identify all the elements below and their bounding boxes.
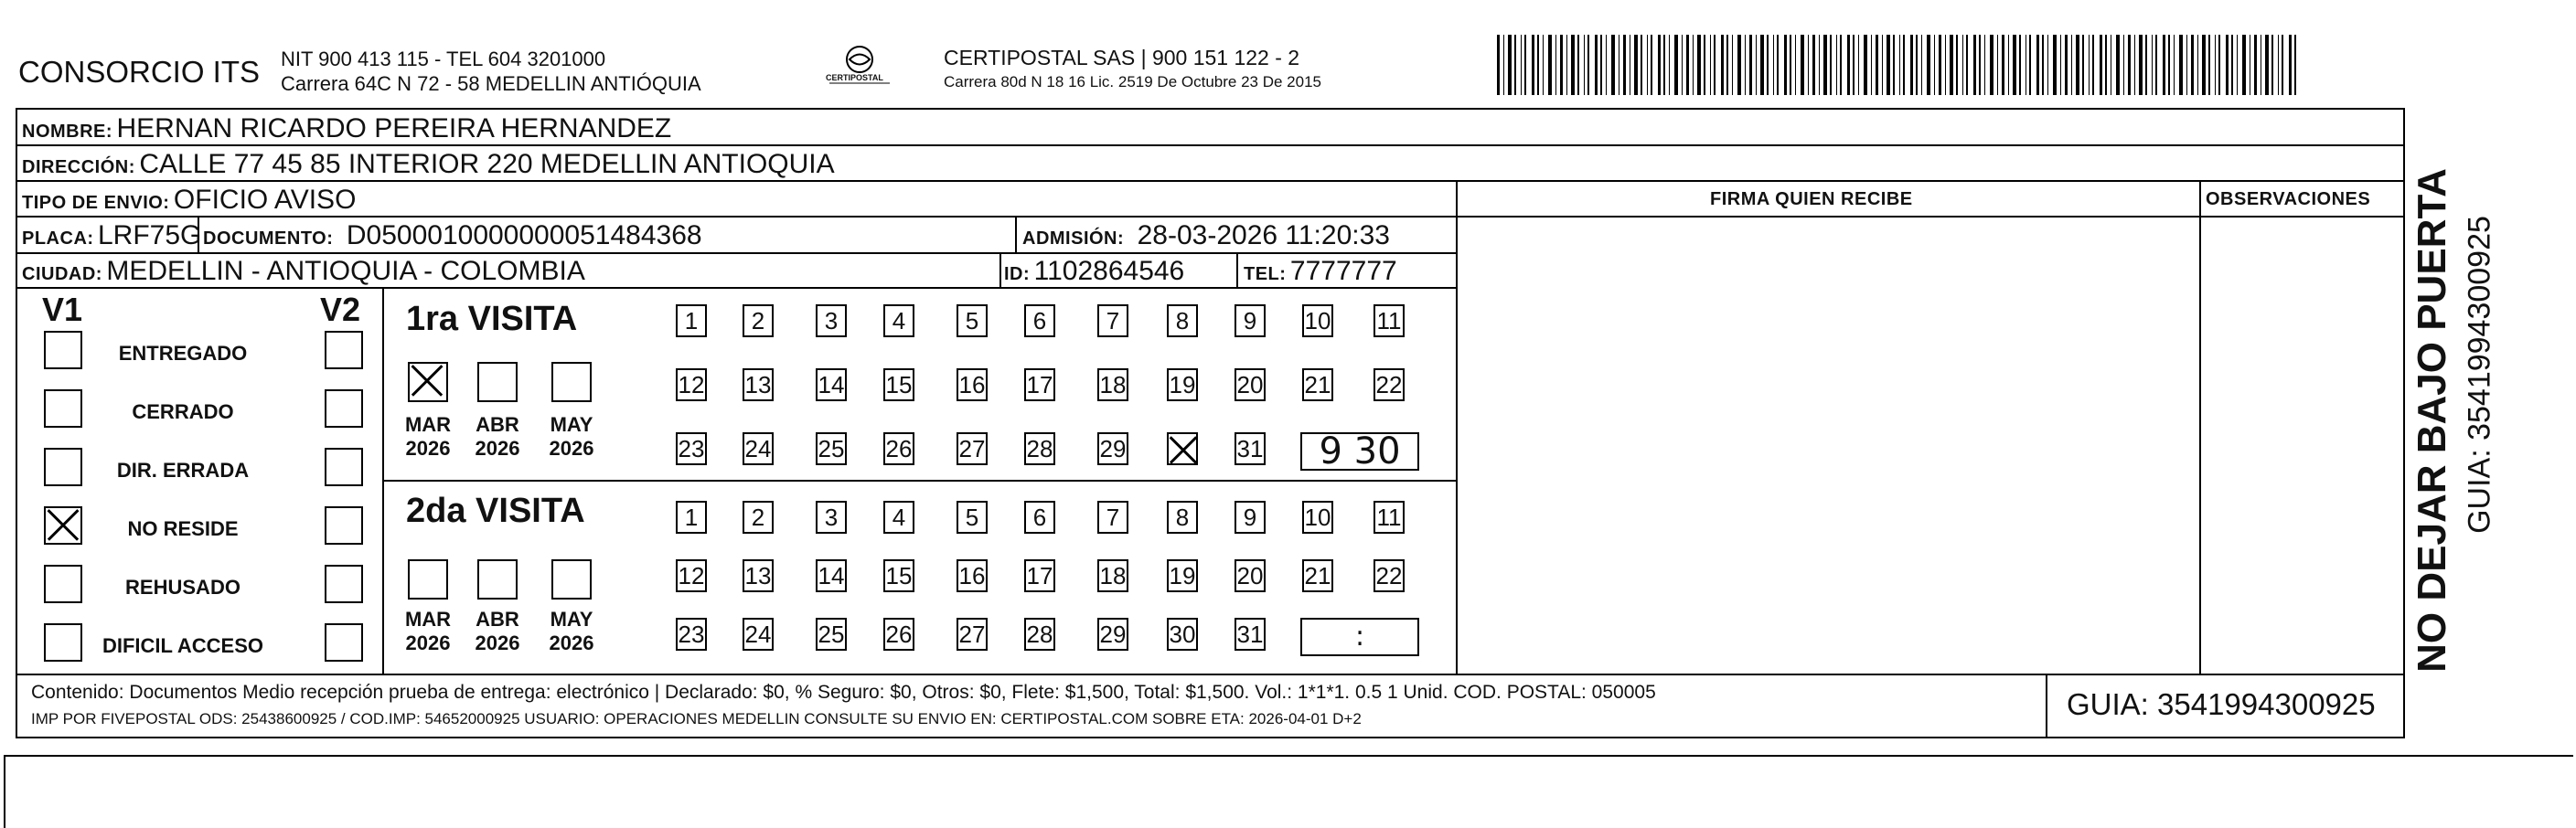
barcode-bar xyxy=(1962,35,1963,95)
visit1-day-box[interactable]: 7 xyxy=(1097,304,1128,337)
barcode-bar xyxy=(1669,35,1670,95)
status-label: REHUSADO xyxy=(125,576,240,599)
barcode-bar xyxy=(1623,35,1626,95)
visit2-day-box[interactable]: 23 xyxy=(676,618,707,651)
barcode-bar xyxy=(2289,35,2292,95)
barcode-bar xyxy=(1732,35,1733,95)
status-label: CERRADO xyxy=(132,400,234,423)
barcode-bar xyxy=(1560,35,1563,95)
barcode-bar xyxy=(2155,35,2157,95)
visit2-day-box[interactable]: 27 xyxy=(957,618,988,651)
documento-label: DOCUMENTO: xyxy=(203,228,334,249)
v2-checkbox[interactable] xyxy=(325,506,363,545)
barcode-bar xyxy=(2123,35,2124,95)
ciudad-label: CIUDAD: xyxy=(22,264,102,284)
barcode-bar xyxy=(1956,35,1958,95)
barcode-bar xyxy=(2060,35,2061,95)
barcode-bar xyxy=(2053,35,2057,95)
status-label: DIFICIL ACCESO xyxy=(102,634,263,657)
id-value: 1102864546 xyxy=(1033,256,1185,286)
visit2-month-checkbox[interactable] xyxy=(551,559,592,600)
tipo-label: TIPO DE ENVIO: xyxy=(22,193,170,213)
barcode-bar xyxy=(1876,35,1878,95)
main-frame xyxy=(16,108,2405,738)
tipo-value: OFICIO AVISO xyxy=(173,185,357,215)
barcode-bar xyxy=(1577,35,1579,95)
barcode-bar xyxy=(2174,35,2175,95)
v2-checkbox[interactable] xyxy=(325,331,363,369)
barcode-bar xyxy=(1819,35,1820,95)
barcode-bar xyxy=(1990,35,1993,95)
barcode-bar xyxy=(2202,35,2206,95)
barcode-bar xyxy=(2163,35,2165,95)
barcode-bar xyxy=(1611,35,1615,95)
visit2-day-box[interactable]: 9 xyxy=(1235,501,1266,534)
footer-contenido: Contenido: Documentos Medio recepción prueba de entrega: electrónico | Declarado: $0, % Seguro: $0, Otros: $0, Flete: $1,500, Total: $1,500. Vol.: 1*1*1. 0.5 1 Unid. COD. POSTAL: 050005 xyxy=(31,682,1656,703)
certipostal-logo xyxy=(818,44,901,99)
visit2-day-box[interactable]: 29 xyxy=(1097,618,1128,651)
barcode-bar xyxy=(1973,35,1976,95)
barcode-bar xyxy=(1756,35,1757,95)
barcode-bar xyxy=(1566,35,1567,95)
nombre-row xyxy=(22,113,671,144)
visit2-title: 2da VISITA xyxy=(406,492,585,530)
tel-value: 7777777 xyxy=(1289,256,1397,286)
visit2-day-box[interactable]: 18 xyxy=(1097,559,1128,592)
barcode-bar xyxy=(1704,35,1705,95)
visit1-day-box[interactable]: 20 xyxy=(1235,368,1266,401)
placa-value: LRF75G xyxy=(98,220,202,250)
barcode-bar xyxy=(2294,35,2296,95)
no-dejar-text: NO DEJAR BAJO PUERTA xyxy=(2410,168,2454,673)
visit1-month-label: MAY 2026 xyxy=(549,413,594,460)
barcode-bar xyxy=(2092,35,2094,95)
barcode-bar xyxy=(1524,35,1526,95)
visit1-day-box[interactable]: 15 xyxy=(883,368,914,401)
barcode-bar xyxy=(2071,35,2072,95)
visit2-month-label: ABR 2026 xyxy=(475,608,520,654)
nombre-label: NOMBRE: xyxy=(22,122,113,142)
barcode-bar xyxy=(1537,35,1539,95)
status-label: DIR. ERRADA xyxy=(116,459,250,482)
barcode-bar xyxy=(1864,35,1867,95)
barcode-bar xyxy=(1595,35,1598,95)
barcode-bar xyxy=(1606,35,1607,95)
visit1-day-box[interactable]: 17 xyxy=(1024,368,1055,401)
barcode-bar xyxy=(2082,35,2084,95)
v1-checkbox[interactable] xyxy=(44,623,82,662)
barcode-bar xyxy=(1858,35,1859,95)
license-line: Carrera 80d N 18 16 Lic. 2519 De Octubre 23 De 2015 xyxy=(944,73,1321,90)
visit2-day-box[interactable]: 20 xyxy=(1235,559,1266,592)
nombre-value: HERNAN RICARDO PEREIRA HERNANDEZ xyxy=(116,113,672,143)
barcode-bar xyxy=(1830,35,1832,95)
barcode-bar xyxy=(1916,35,1918,95)
barcode-bar xyxy=(2231,35,2233,95)
barcode-bar xyxy=(1634,35,1638,95)
visit1-day-box[interactable]: 16 xyxy=(957,368,988,401)
barcode-bar xyxy=(2271,35,2273,95)
visit1-month-checkbox[interactable] xyxy=(408,362,448,402)
barcode-bar xyxy=(1790,35,1791,95)
barcode-bar xyxy=(1927,35,1930,95)
visit1-day-box[interactable] xyxy=(1167,432,1198,465)
barcode-bar xyxy=(2042,35,2044,95)
barcode-bar xyxy=(1497,35,1500,95)
tipo-row xyxy=(22,185,356,216)
barcode-bar xyxy=(1836,35,1837,95)
barcode-bar xyxy=(1697,35,1701,95)
visit1-day-box[interactable]: 14 xyxy=(816,368,847,401)
visit1-day-box[interactable]: 24 xyxy=(743,432,774,465)
barcode-bar xyxy=(1555,35,1556,95)
admision-value: 28-03-2026 11:20:33 xyxy=(1137,220,1390,250)
visit1-month-checkbox[interactable] xyxy=(477,362,518,402)
barcode-bar xyxy=(1571,35,1575,95)
visit2-day-box[interactable]: 31 xyxy=(1235,618,1266,651)
visit1-day-box[interactable]: 27 xyxy=(957,432,988,465)
barcode-bar xyxy=(1584,35,1585,95)
barcode-bar xyxy=(2047,35,2048,95)
barcode-bar xyxy=(1714,35,1716,95)
barcode-bar xyxy=(2237,35,2238,95)
visit1-day-box[interactable]: 29 xyxy=(1097,432,1128,465)
status-label: ENTREGADO xyxy=(118,342,248,365)
visit2-day-box[interactable]: 3 xyxy=(816,501,847,534)
visit2-day-box[interactable]: 21 xyxy=(1302,559,1333,592)
v1-label: V1 xyxy=(42,291,83,328)
id-label: ID: xyxy=(1004,264,1031,284)
visit1-day-box[interactable]: 4 xyxy=(883,304,914,337)
certipostal-line: CERTIPOSTAL SAS | 900 151 122 - 2 xyxy=(944,46,1300,69)
barcode-bar xyxy=(2197,35,2198,95)
outer-bottom-frame xyxy=(4,755,2573,828)
v1-checkbox[interactable] xyxy=(44,331,82,369)
barcode-bar xyxy=(2145,35,2147,95)
barcode-bar xyxy=(1532,35,1534,95)
visit1-day-box[interactable]: 31 xyxy=(1235,432,1266,465)
direccion-label: DIRECCIÓN: xyxy=(22,157,135,177)
barcode-bar xyxy=(1984,35,1985,95)
visit1-day-box[interactable]: 25 xyxy=(816,432,847,465)
v2-checkbox[interactable] xyxy=(325,448,363,486)
barcode-bar xyxy=(1521,35,1522,95)
barcode-bar xyxy=(2152,35,2153,95)
visit1-month-label: MAR 2026 xyxy=(404,413,452,460)
visit2-day-box[interactable]: 5 xyxy=(957,501,988,534)
visit1-day-box[interactable]: 10 xyxy=(1302,304,1333,337)
visit1-day-box[interactable]: 9 xyxy=(1235,304,1266,337)
visit1-day-box[interactable]: 23 xyxy=(676,432,707,465)
visit2-day-box[interactable]: 11 xyxy=(1374,501,1405,534)
barcode-bar xyxy=(1997,35,1998,95)
barcode-bar xyxy=(2226,35,2229,95)
visit1-day-box[interactable]: 28 xyxy=(1024,432,1055,465)
barcode-bar xyxy=(1710,35,1711,95)
v2-checkbox[interactable] xyxy=(325,623,363,662)
direccion-value: CALLE 77 45 85 INTERIOR 220 MEDELLIN ANTIOQUIA xyxy=(139,149,835,179)
barcode-bar xyxy=(2168,35,2170,95)
visit2-day-box[interactable]: 10 xyxy=(1302,501,1333,534)
v2-checkbox[interactable] xyxy=(325,565,363,603)
visit2-month-checkbox[interactable] xyxy=(477,559,518,600)
visit1-day-box[interactable]: 8 xyxy=(1167,304,1198,337)
documento-row xyxy=(203,220,702,251)
barcode-bar xyxy=(1548,35,1552,95)
barcode-bar xyxy=(2128,35,2131,95)
barcode-bar xyxy=(1767,35,1769,95)
tel-row xyxy=(1244,256,1397,287)
barcode-bar xyxy=(1808,35,1809,95)
barcode-bar xyxy=(1745,35,1746,95)
visit1-day-box[interactable]: 11 xyxy=(1374,304,1405,337)
barcode-bar xyxy=(1847,35,1850,95)
visit1-day-box[interactable]: 5 xyxy=(957,304,988,337)
barcode-bar xyxy=(2278,35,2279,95)
visit1-month-label: ABR 2026 xyxy=(475,413,520,460)
visit1-day-box[interactable]: 21 xyxy=(1302,368,1333,401)
visit1-day-box[interactable]: 19 xyxy=(1167,368,1198,401)
address-line: Carrera 64C N 72 - 58 MEDELLIN ANTIÓQUIA xyxy=(281,72,701,95)
visit1-day-box[interactable]: 12 xyxy=(676,368,707,401)
barcode-bar xyxy=(1647,35,1648,95)
v2-checkbox[interactable] xyxy=(325,389,363,428)
barcode-bar xyxy=(1508,35,1512,95)
visit2-day-box[interactable]: 1 xyxy=(676,501,707,534)
visit2-day-box[interactable]: 22 xyxy=(1374,559,1405,592)
barcode-bar xyxy=(1658,35,1661,95)
visit2-day-box[interactable]: 25 xyxy=(816,618,847,651)
visit2-day-box[interactable]: 2 xyxy=(743,501,774,534)
visit2-day-box[interactable]: 4 xyxy=(883,501,914,534)
visit1-day-box[interactable]: 26 xyxy=(883,432,914,465)
barcode-bar xyxy=(2215,35,2216,95)
v1-checkbox[interactable] xyxy=(44,506,82,545)
barcode-bar xyxy=(1812,35,1815,95)
logo-text: CERTIPOSTAL xyxy=(826,73,883,82)
barcode-bar xyxy=(2105,35,2107,95)
documento-value: D0500010000000051484368 xyxy=(346,220,702,250)
barcode-bar xyxy=(1910,35,1913,95)
barcode-bar xyxy=(1979,35,1981,95)
visit2-day-box[interactable]: 8 xyxy=(1167,501,1198,534)
v2-label: V2 xyxy=(320,291,361,328)
barcode-bar xyxy=(2218,35,2220,95)
visit1-time-box[interactable]: 9 30 xyxy=(1300,432,1419,471)
barcode-bar xyxy=(1749,35,1752,95)
barcode-bar xyxy=(1503,35,1504,95)
barcode-bar xyxy=(1823,35,1827,95)
barcode-bar xyxy=(2076,35,2079,95)
barcode-bar xyxy=(2242,35,2246,95)
barcode-bar xyxy=(1893,35,1895,95)
visit2-day-box[interactable]: 19 xyxy=(1167,559,1198,592)
barcode-bar xyxy=(2065,35,2068,95)
barcode-bar xyxy=(1587,35,1589,95)
barcode-bar xyxy=(2116,35,2120,95)
barcode-bar xyxy=(2139,35,2143,95)
barcode-bar xyxy=(1887,35,1890,95)
visit2-month-label: MAR 2026 xyxy=(404,608,452,654)
barcode-bar xyxy=(1663,35,1665,95)
visit2-day-box[interactable]: 26 xyxy=(883,618,914,651)
barcode-bar xyxy=(1760,35,1764,95)
barcode-bar xyxy=(2008,35,2009,95)
v1-checkbox[interactable] xyxy=(44,389,82,428)
barcode-bar xyxy=(2191,35,2194,95)
visit1-month-checkbox[interactable] xyxy=(551,362,592,402)
status-label: NO RESIDE xyxy=(127,517,239,540)
barcode-bar xyxy=(2208,35,2210,95)
barcode xyxy=(1497,35,2302,95)
barcode-bar xyxy=(1903,35,1905,95)
barcode-bar xyxy=(1934,35,1935,95)
ciudad-row xyxy=(22,256,585,287)
direccion-row xyxy=(22,149,835,180)
visit2-day-box[interactable]: 30 xyxy=(1167,618,1198,651)
admision-label: ADMISIÓN: xyxy=(1022,228,1125,249)
visit2-day-box[interactable]: 17 xyxy=(1024,559,1055,592)
placa-row xyxy=(22,220,201,251)
barcode-bar xyxy=(1882,35,1883,95)
barcode-bar xyxy=(1939,35,1941,95)
visit2-month-label: MAY 2026 xyxy=(549,608,594,654)
visit1-day-box[interactable]: 1 xyxy=(676,304,707,337)
barcode-bar xyxy=(2186,35,2187,95)
barcode-bar xyxy=(1693,35,1694,95)
barcode-bar xyxy=(1600,35,1602,95)
barcode-bar xyxy=(2100,35,2102,95)
barcode-bar xyxy=(1784,35,1787,95)
footer-imp: IMP POR FIVEPOSTAL ODS: 25438600925 / COD.IMP: 54652000925 USUARIO: OPERACIONES MEDELLIN CONSULTE SU ENVIO EN: CERTIPOSTAL.COM SOBRE ETA: 2026-04-01 D+2 xyxy=(31,710,1362,727)
barcode-bar xyxy=(1737,35,1741,95)
barcode-bar xyxy=(1686,35,1689,95)
ciudad-value: MEDELLIN - ANTIOQUIA - COLOMBIA xyxy=(106,256,585,286)
observaciones-header: OBSERVACIONES xyxy=(2206,189,2371,209)
visit1-day-box[interactable]: 13 xyxy=(743,368,774,401)
side-guia-text: GUIA: 3541994300925 xyxy=(2462,216,2497,534)
barcode-bar xyxy=(1795,35,1796,95)
barcode-bar xyxy=(1674,35,1678,95)
barcode-bar xyxy=(1726,35,1728,95)
barcode-bar xyxy=(1777,35,1779,95)
visit1-day-box[interactable]: 6 xyxy=(1024,304,1055,337)
placa-label: PLACA: xyxy=(22,228,94,249)
barcode-bar xyxy=(2089,35,2090,95)
barcode-bar xyxy=(1966,35,1968,95)
barcode-bar xyxy=(1514,35,1516,95)
company-name: CONSORCIO ITS xyxy=(18,55,261,89)
barcode-bar xyxy=(2254,35,2257,95)
barcode-bar xyxy=(2134,35,2135,95)
tel-label: TEL: xyxy=(1244,264,1287,284)
visit2-day-box[interactable]: 15 xyxy=(883,559,914,592)
barcode-bar xyxy=(1682,35,1683,95)
barcode-bar xyxy=(2036,35,2039,95)
visit2-day-box[interactable]: 16 xyxy=(957,559,988,592)
barcode-bar xyxy=(1899,35,1900,95)
visit1-title: 1ra VISITA xyxy=(406,300,578,338)
barcode-bar xyxy=(2002,35,2004,95)
firma-header: FIRMA QUIEN RECIBE xyxy=(1710,189,1913,209)
visit1-day-box[interactable]: 22 xyxy=(1374,368,1405,401)
barcode-bar xyxy=(1950,35,1953,95)
visit2-month-checkbox[interactable] xyxy=(408,559,448,600)
visit1-day-box[interactable]: 18 xyxy=(1097,368,1128,401)
barcode-bar xyxy=(1543,35,1544,95)
visit2-day-box[interactable]: 24 xyxy=(743,618,774,651)
barcode-bar xyxy=(2265,35,2269,95)
barcode-bar xyxy=(2019,35,2021,95)
footer-guia: GUIA: 3541994300925 xyxy=(2067,687,2376,721)
admision-row xyxy=(1022,220,1390,251)
barcode-bar xyxy=(1945,35,1946,95)
barcode-bar xyxy=(1871,35,1872,95)
barcode-bar xyxy=(1853,35,1855,95)
barcode-bar xyxy=(1840,35,1842,95)
barcode-bar xyxy=(2029,35,2031,95)
barcode-bar xyxy=(2179,35,2183,95)
visit2-day-box[interactable]: 6 xyxy=(1024,501,1055,534)
barcode-bar xyxy=(2282,35,2283,95)
visit1-day-box[interactable]: 3 xyxy=(816,304,847,337)
id-row xyxy=(1004,256,1184,287)
visit2-time-box[interactable]: : xyxy=(1300,618,1419,656)
visit2-day-box[interactable]: 13 xyxy=(743,559,774,592)
visit2-day-box[interactable]: 14 xyxy=(816,559,847,592)
barcode-bar xyxy=(1641,35,1642,95)
barcode-bar xyxy=(2013,35,2016,95)
visit2-day-box[interactable]: 28 xyxy=(1024,618,1055,651)
barcode-bar xyxy=(1651,35,1652,95)
visit2-day-box[interactable]: 12 xyxy=(676,559,707,592)
barcode-bar xyxy=(1773,35,1774,95)
v1-checkbox[interactable] xyxy=(44,448,82,486)
v1-checkbox[interactable] xyxy=(44,565,82,603)
nit-line: NIT 900 413 115 - TEL 604 3201000 xyxy=(281,48,606,70)
barcode-bar xyxy=(1801,35,1804,95)
barcode-bar xyxy=(1921,35,1922,95)
visit1-day-box[interactable]: 2 xyxy=(743,304,774,337)
visit2-day-box[interactable]: 7 xyxy=(1097,501,1128,534)
barcode-bar xyxy=(1721,35,1724,95)
